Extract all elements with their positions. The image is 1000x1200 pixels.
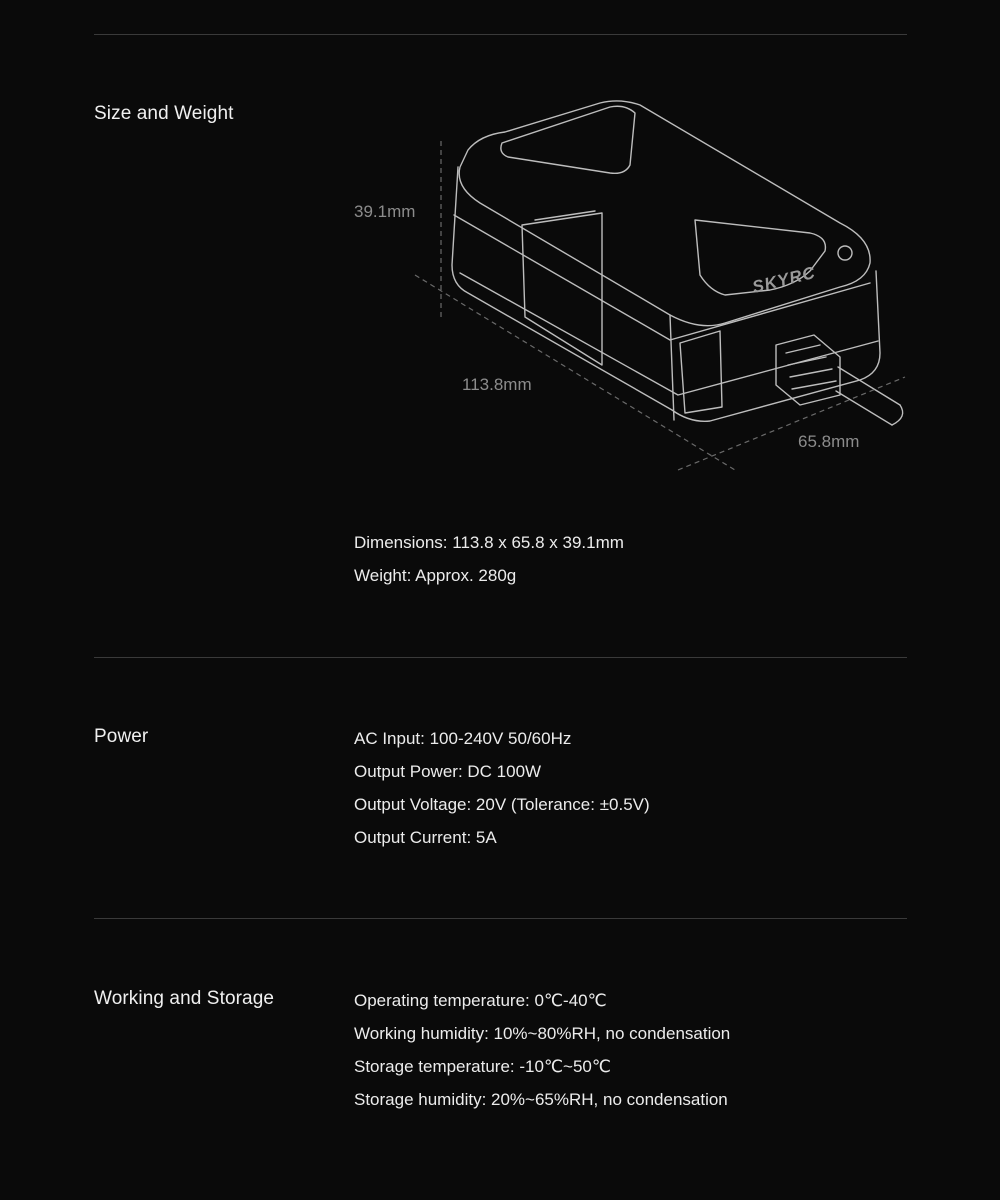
spec-storage-humidity: Storage humidity: 20%~65%RH, no condensation: [354, 1090, 728, 1109]
spec-working-humidity: Working humidity: 10%~80%RH, no condensation: [354, 1024, 731, 1043]
spec-operating-temperature: Operating temperature: 0℃-40℃: [354, 991, 607, 1010]
spec-weight: Weight: Approx. 280g: [354, 566, 517, 585]
brand-logo: SKYRC: [750, 262, 818, 297]
charger-outline-illustration: [340, 95, 920, 485]
spec-storage-temperature: Storage temperature: -10℃~50℃: [354, 1057, 611, 1076]
width-dimension-label: 65.8mm: [798, 432, 860, 451]
top-divider: [94, 34, 907, 35]
length-dimension-label: 113.8mm: [462, 375, 532, 394]
working-spec-list: [354, 984, 730, 1116]
spec-output-current: Output Current: 5A: [354, 828, 497, 847]
size-spec-list: [354, 526, 624, 592]
section-title-size-weight: Size and Weight: [94, 103, 234, 124]
spec-output-voltage: Output Voltage: 20V (Tolerance: ±0.5V): [354, 795, 650, 814]
spec-ac-input: AC Input: 100-240V 50/60Hz: [354, 729, 572, 748]
section-title-power: Power: [94, 726, 149, 747]
power-spec-list: [354, 722, 650, 854]
height-dimension-label: 39.1mm: [354, 202, 416, 221]
spec-dimensions: Dimensions: 113.8 x 65.8 x 39.1mm: [354, 533, 624, 552]
section-divider: [94, 918, 907, 919]
section-title-working-storage: Working and Storage: [94, 988, 275, 1009]
spec-output-power: Output Power: DC 100W: [354, 762, 542, 781]
section-divider: [94, 657, 907, 658]
